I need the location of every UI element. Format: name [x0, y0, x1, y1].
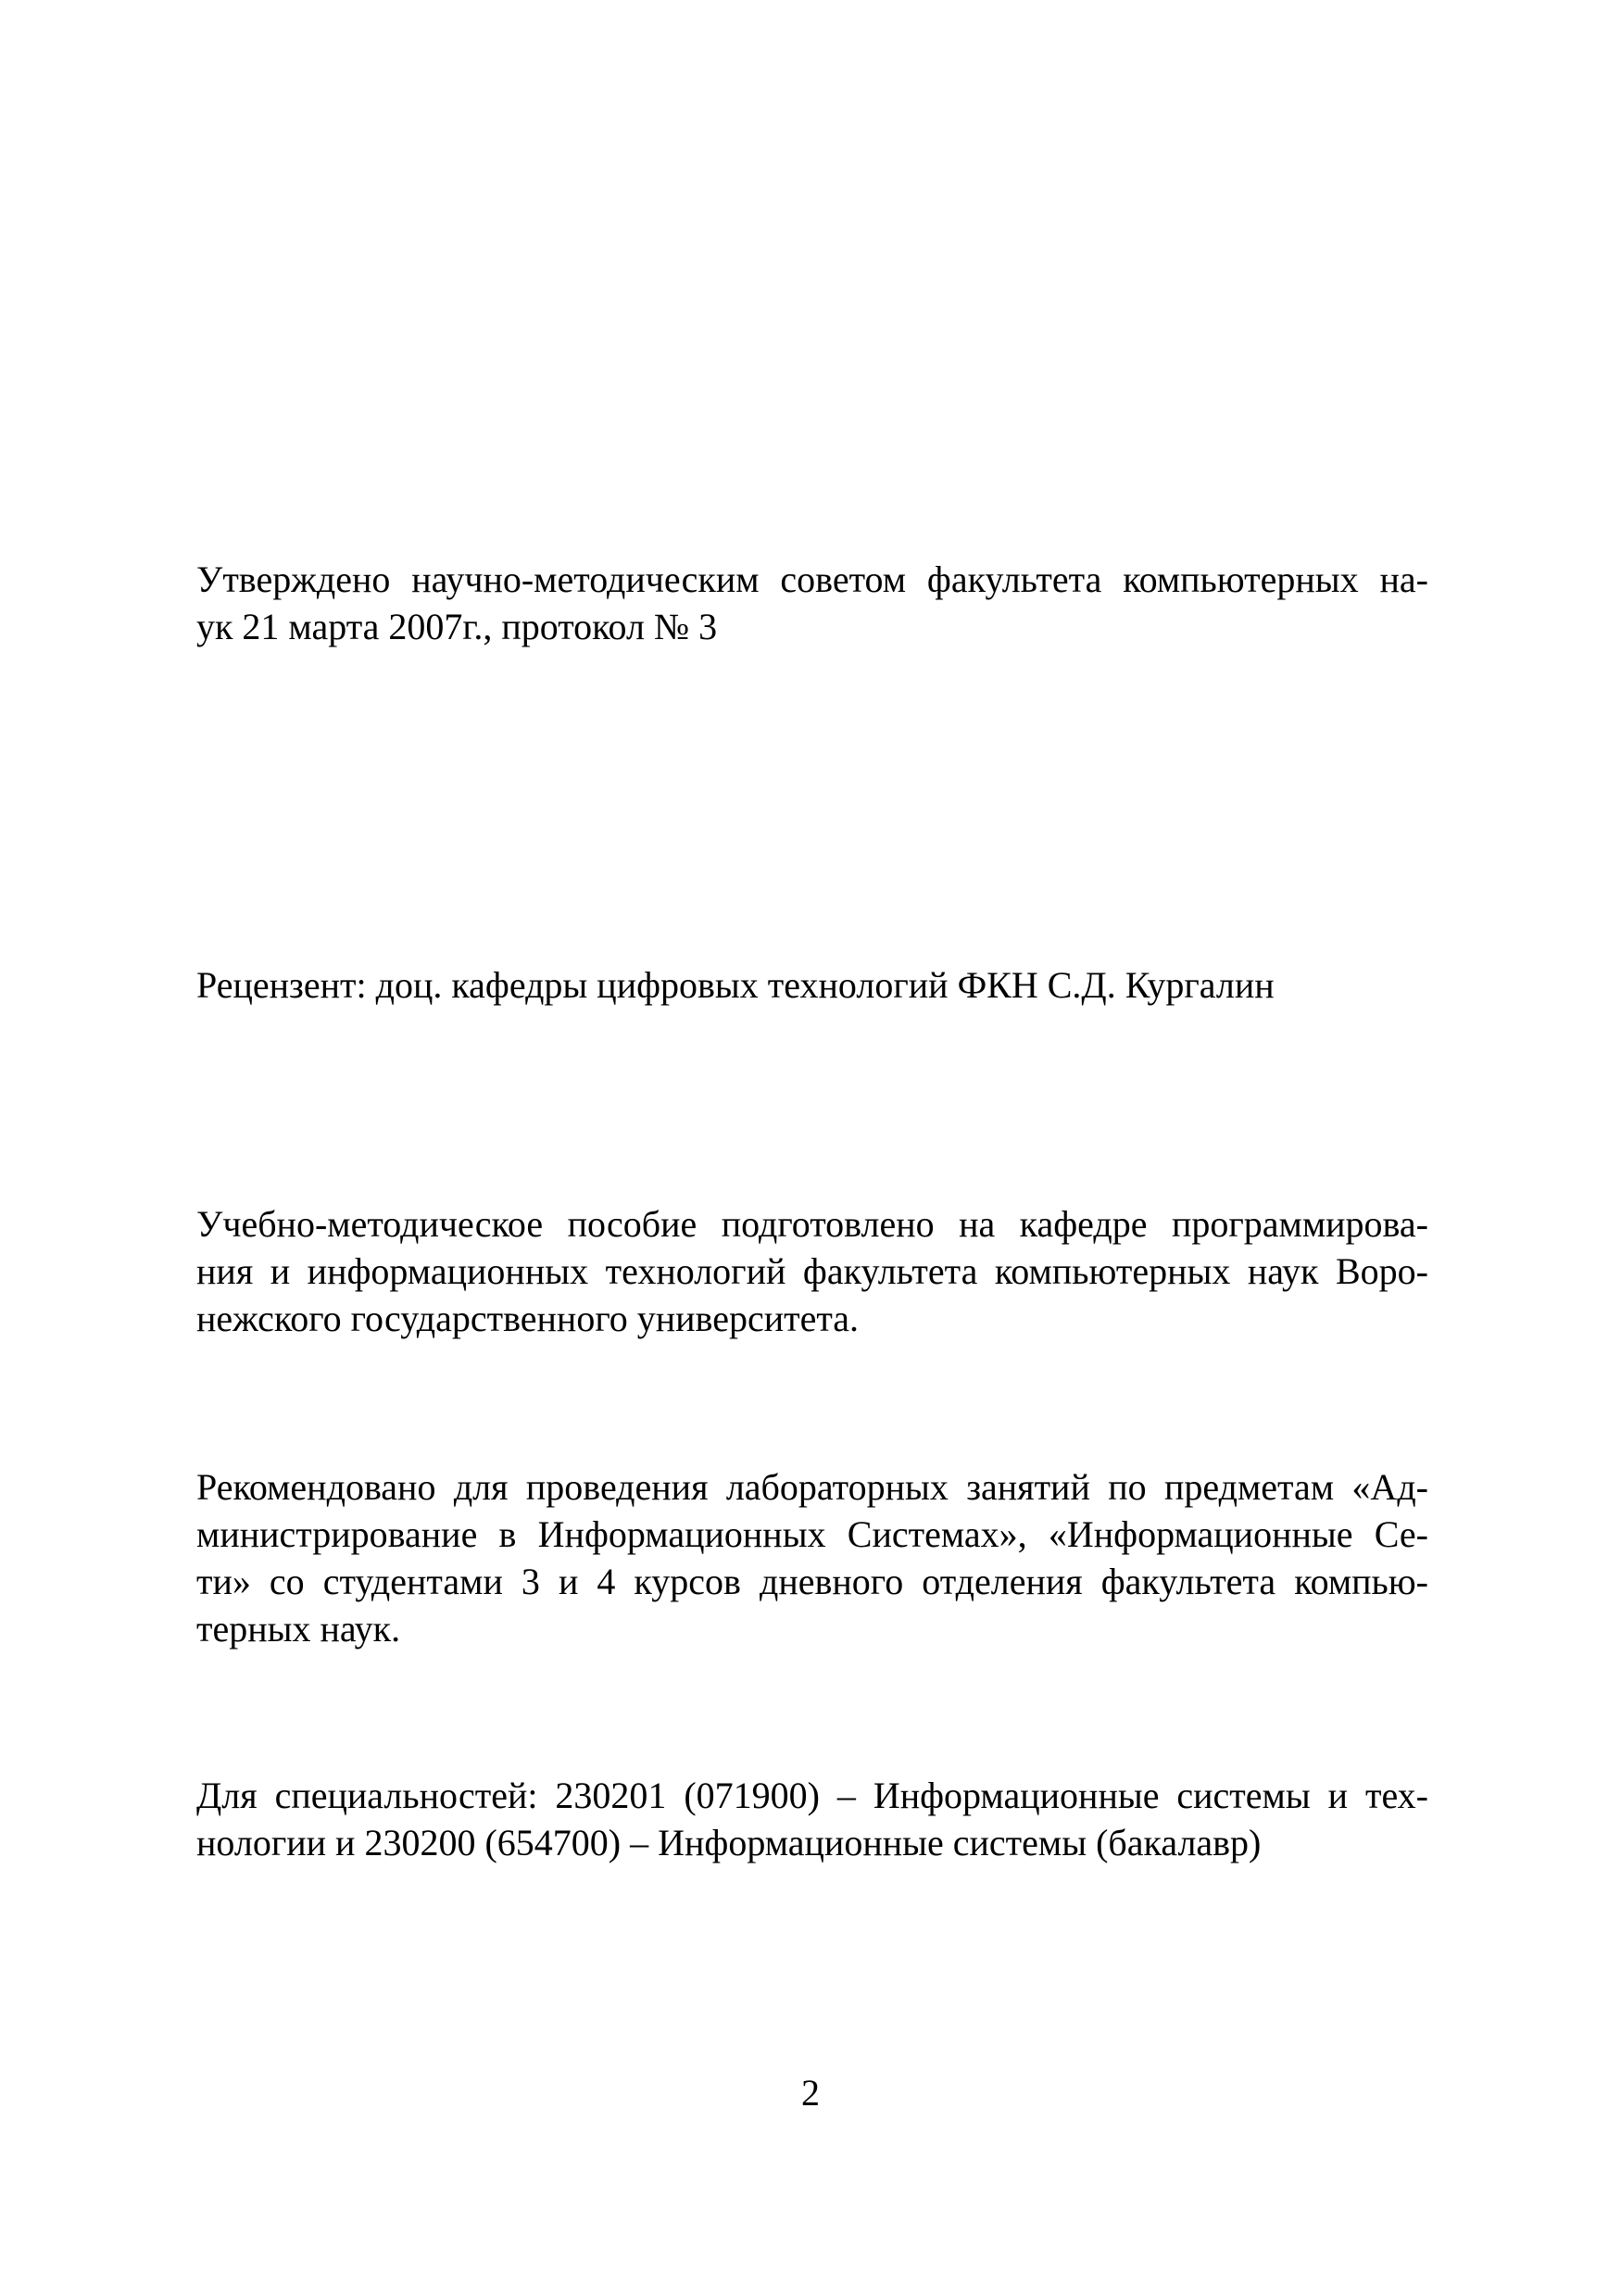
recommended-line-4: терных наук.	[196, 1608, 401, 1650]
prepared-line-2: ния и информационных технологий факультета компьютерных наук Воро-	[196, 1250, 1428, 1292]
prepared-line-1: Учебно-методическое пособие подготовлено на кафедре программирова-	[196, 1203, 1428, 1245]
recommended-line-3: ти» со студентами 3 и 4 курсов дневного отделения факультета компью-	[196, 1561, 1428, 1602]
recommended-paragraph	[196, 1463, 1428, 1652]
prepared-line-3: нежского государственного университета.	[196, 1298, 860, 1339]
page-number: 2	[801, 2072, 820, 2114]
recommended-line-2: министрирование в Информационных Системах», «Информационные Се-	[196, 1513, 1428, 1555]
approval-line-1: Утверждено научно-методическим советом факультета компьютерных на-	[196, 558, 1428, 600]
approval-paragraph	[196, 556, 1428, 650]
reviewer-paragraph	[196, 961, 1428, 1009]
reviewer-line-1: Рецензент: доц. кафедры цифровых технологий ФКН С.Д. Кургалин	[196, 964, 1275, 1006]
specialties-paragraph	[196, 1772, 1428, 1866]
specialties-line-1: Для специальностей: 230201 (071900) – Информационные системы и тех-	[196, 1775, 1428, 1816]
prepared-paragraph	[196, 1200, 1428, 1342]
specialties-line-2: нологии и 230200 (654700) – Информационные системы (бакалавр)	[196, 1822, 1262, 1863]
approval-line-2: ук 21 марта 2007г., протокол № 3	[196, 606, 718, 647]
recommended-line-1: Рекомендовано для проведения лабораторных занятий по предметам «Ад-	[196, 1466, 1428, 1508]
